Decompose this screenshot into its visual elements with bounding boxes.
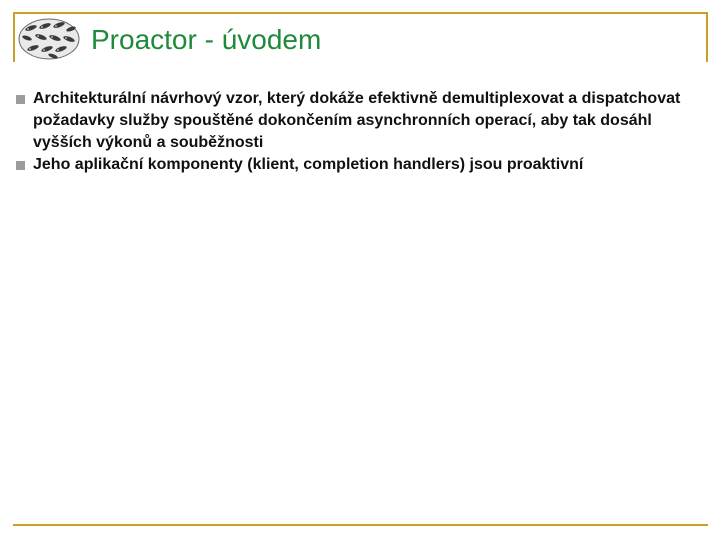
bullet-list bbox=[14, 88, 704, 176]
slide-title: Proactor - úvodem bbox=[91, 24, 322, 55]
frame-top-rule bbox=[13, 12, 708, 14]
bullet-square-icon bbox=[16, 95, 25, 104]
frame-right-rule bbox=[706, 12, 708, 62]
bullet-item bbox=[14, 154, 704, 176]
bullet-text: Architekturální návrhový vzor, který dokáže efektivně demultiplexovat a dispatchovat požadavky služby spouštěné dokončením asynchronních operací, aby tak dosáhl vyšších výkonů a souběžnosti bbox=[33, 90, 681, 151]
frame-bottom-rule bbox=[13, 524, 708, 526]
frame-left-rule bbox=[13, 12, 15, 62]
bullet-square-icon bbox=[16, 161, 25, 170]
bullet-item bbox=[14, 88, 704, 154]
bullet-text: Jeho aplikační komponenty (klient, completion handlers) jsou proaktivní bbox=[33, 156, 584, 173]
fish-pattern-logo-icon bbox=[17, 16, 81, 62]
